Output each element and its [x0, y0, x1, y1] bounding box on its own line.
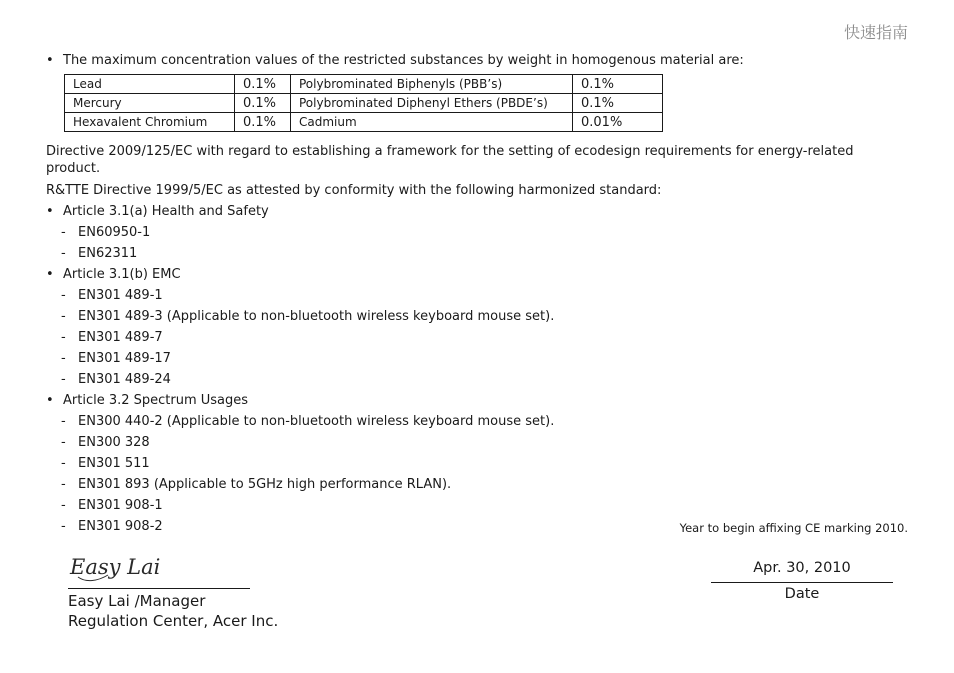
substance-name: Polybrominated Diphenyl Ethers (PBDE’s) — [291, 94, 573, 113]
substance-limit: 0.1% — [235, 75, 291, 94]
standard-code: EN300 440-2 (Applicable to non-bluetooth wireless keyboard mouse set). — [78, 414, 555, 429]
dash-marker: - — [61, 351, 66, 366]
standard-code: EN301 511 — [78, 456, 150, 471]
dash-marker: - — [61, 498, 66, 513]
standard-code: EN301 489-3 (Applicable to non-bluetooth wireless keyboard mouse set). — [78, 309, 555, 324]
standard-code: EN301 489-7 — [78, 330, 163, 345]
dash-marker: - — [61, 225, 66, 240]
article-title: Article 3.1(a) Health and Safety — [63, 204, 269, 219]
article-title: Article 3.1(b) EMC — [63, 267, 181, 282]
substance-row — [65, 113, 663, 132]
date-label: Date — [784, 586, 820, 602]
rtte-directive: R&TTE Directive 1999/5/EC as attested by conformity with the following harmonized standard: — [46, 183, 662, 198]
standard-code: EN60950-1 — [78, 225, 151, 240]
standard-code: EN301 489-24 — [78, 372, 171, 387]
ce-marking-note: Year to begin affixing CE marking 2010. — [679, 521, 908, 535]
dash-marker: - — [61, 372, 66, 387]
standard-code: EN301 908-2 — [78, 519, 163, 534]
dash-marker: - — [61, 519, 66, 534]
bullet-marker: • — [46, 204, 54, 219]
harmonized-standards-list — [46, 204, 746, 534]
substance-name: Hexavalent Chromium — [65, 113, 235, 132]
signatory-organization: Regulation Center, Acer Inc. — [68, 612, 279, 630]
substance-limit: 0.1% — [235, 94, 291, 113]
dash-marker: - — [61, 414, 66, 429]
signature-line — [68, 588, 250, 589]
bullet-marker: • — [46, 393, 54, 408]
restricted-substances-table — [64, 74, 663, 132]
substance-limit: 0.1% — [573, 75, 663, 94]
standard-code: EN62311 — [78, 246, 138, 261]
substance-name: Cadmium — [291, 113, 573, 132]
dash-marker: - — [61, 477, 66, 492]
substance-row — [65, 75, 663, 94]
dash-marker: - — [61, 246, 66, 261]
signature-date: Apr. 30, 2010 — [753, 560, 851, 576]
substance-limit: 0.01% — [573, 113, 663, 132]
substance-row — [65, 94, 663, 113]
handwritten-signature — [68, 548, 164, 586]
standard-code: EN301 489-1 — [78, 288, 163, 303]
dash-marker: - — [61, 435, 66, 450]
substance-limit: 0.1% — [235, 113, 291, 132]
signature-text: Easy Lai — [70, 555, 161, 579]
page-header-title: 快速指南 — [843, 23, 908, 42]
substance-name: Polybrominated Biphenyls (PBB’s) — [291, 75, 573, 94]
substance-limit: 0.1% — [573, 94, 663, 113]
ecodesign-directive: Directive 2009/125/EC with regard to establishing a framework for the setting of ecodesign requirements for energy-related product. — [46, 144, 854, 176]
signatory-name-title: Easy Lai /Manager — [68, 592, 206, 610]
date-line — [711, 582, 893, 583]
dash-marker: - — [61, 288, 66, 303]
bullet-marker: • — [46, 53, 54, 68]
substance-name: Mercury — [65, 94, 235, 113]
dash-marker: - — [61, 309, 66, 324]
intro-text: The maximum concentration values of the restricted substances by weight in homogenous material are: — [63, 53, 744, 68]
bullet-marker: • — [46, 267, 54, 282]
dash-marker: - — [61, 330, 66, 345]
standard-code: EN301 893 (Applicable to 5GHz high performance RLAN). — [78, 477, 452, 492]
standard-code: EN300 328 — [78, 435, 150, 450]
dash-marker: - — [61, 456, 66, 471]
standard-code: EN301 489-17 — [78, 351, 171, 366]
article-title: Article 3.2 Spectrum Usages — [63, 393, 249, 408]
substance-name: Lead — [65, 75, 235, 94]
standard-code: EN301 908-1 — [78, 498, 163, 513]
